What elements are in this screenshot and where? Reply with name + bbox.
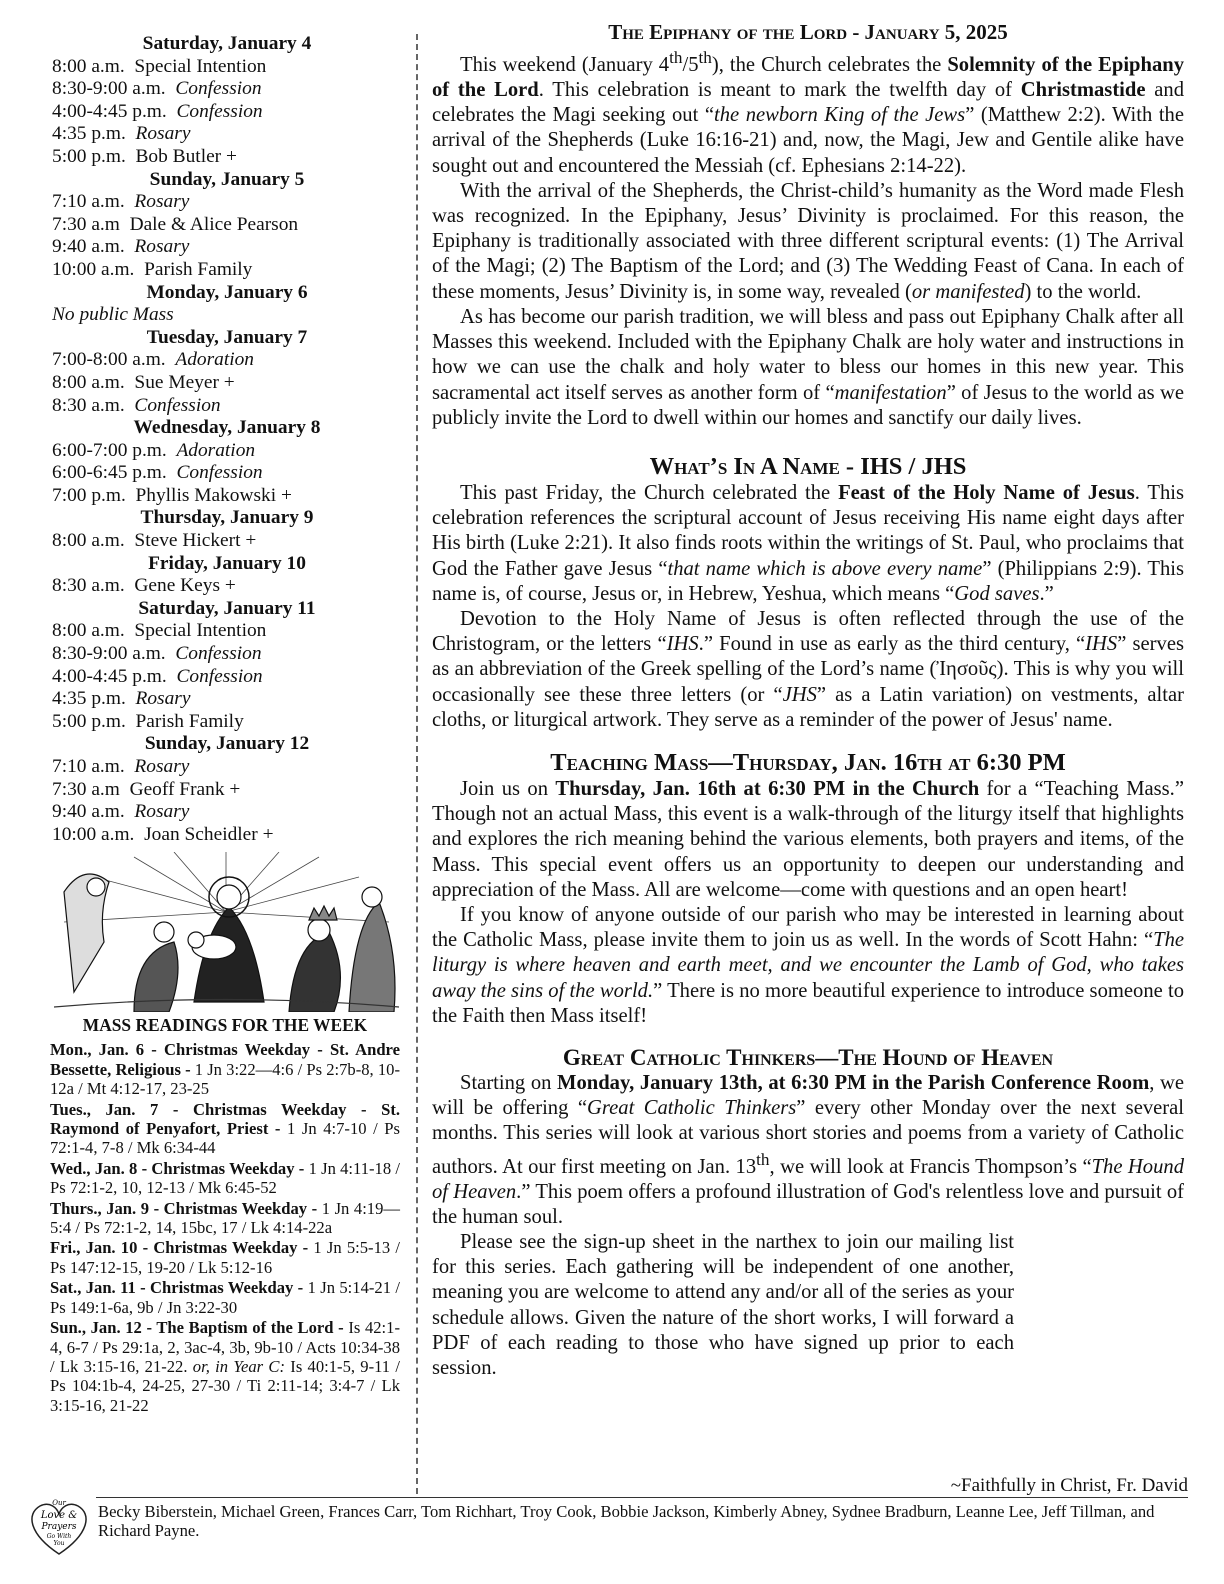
schedule-time: 8:30-9:00 a.m. [52, 643, 166, 665]
schedule-intention: Rosary [134, 756, 190, 777]
schedule-time: 8:30 a.m. [52, 394, 125, 416]
schedule-time: 7:10 a.m. [52, 756, 125, 777]
nativity-illustration [54, 852, 399, 1012]
schedule-intention: Special Intention [134, 55, 267, 77]
svg-text:Love &: Love & [40, 1510, 78, 1521]
schedule-entry [52, 304, 402, 327]
footer-rule [96, 1497, 1188, 1498]
epiphany-section [432, 20, 1184, 431]
schedule-entry [52, 711, 402, 734]
catholic-thinkers-paragraph-2: Please see the sign-up sheet in the narthex to join our mailing list for this series. Each gathering will be independent of one another, meaning you are welcome to attend any and/or all of the series as your schedule allows. Given the nature of the short works, I will forward a PDF of each reading to those who have signed up prior to each session. [432, 1231, 1014, 1380]
catholic-thinkers-section [432, 1045, 1184, 1381]
schedule-intention: Steve Hickert + [134, 530, 257, 552]
schedule-intention: Geoff Frank + [129, 778, 241, 800]
schedule-time: 4:00-4:45 p.m. [52, 665, 167, 687]
epiphany-paragraph-1: This weekend (January 4th/5th), the Church celebrates the Solemnity of the Epiphany of the Lord. This celebration is meant to mark the twelfth day of Christmastide and celebrates the Magi seeking out “the newborn King of the Jews” (Matthew 2:2). With the arrival of the Shepherds (Luke 16:16-21) and, now, the Magi, Jew and Gentile alike have sought out and encountered the Messiah (cf. Ephesians 2:14-22). [432, 48, 1184, 177]
schedule-entry [52, 688, 402, 711]
reading-entry [50, 1278, 400, 1317]
reading-references: Is 42:1-4, 6-7 / Ps 29:1a, 2, 3ac-4, 3b, 9b-10 / Acts 10:34-38 / Lk 3:15-16, 21-22. [50, 1318, 400, 1376]
teaching-mass-paragraph-1: Join us on Thursday, Jan. 16th at 6:30 PM in the Church for a “Teaching Mass.” Though not an actual Mass, this event is a walk-through of the liturgy itself that highlights and explores the rich meaning behind the various elements, both prayers and items, of the Mass. This special event offers us an opportunity to deepen our understanding and appreciation of the Mass. All are welcome—come with questions and an open heart! [432, 777, 1184, 901]
schedule-time: 4:00-4:45 p.m. [52, 100, 167, 122]
epiphany-paragraph-3: As has become our parish tradition, we will bless and pass out Epiphany Chalk after all Masses this weekend. Included with the Epiphany Chalk are holy water and instructions in how we can use the chalk and holy water to bless our homes in this new year. This sacramental act itself serves as another form of “manifestation” of Jesus to the world as we publicly invite the Lord to dwell within our homes and sanctify our daily lives. [432, 305, 1184, 429]
schedule-time: 8:00 a.m. [52, 620, 125, 642]
schedule-time: 7:00-8:00 a.m. [52, 349, 166, 371]
reading-entry [50, 1238, 400, 1277]
schedule-time: 9:40 a.m. [52, 236, 125, 258]
schedule-entry [52, 214, 402, 237]
schedule-time: 4:35 p.m. [52, 123, 126, 145]
mass-readings [50, 1016, 400, 1416]
schedule-entry [52, 123, 402, 146]
reading-references: 1 Jn 3:22—4:6 / Ps 2:7b-8, 10-12a / Mt 4:12-17, 23-25 [50, 1059, 400, 1099]
schedule-entry [52, 462, 402, 485]
schedule-time: 10:00 a.m. [52, 823, 135, 845]
schedule-day-heading: Friday, January 10 [148, 552, 306, 574]
schedule-time: 7:00 p.m. [52, 484, 126, 506]
schedule-day-heading: Sunday, January 12 [144, 733, 310, 755]
schedule-intention: Dale & Alice Pearson [129, 213, 299, 235]
prayer-heart-logo [24, 1496, 94, 1558]
readings-list [50, 1040, 400, 1415]
schedule-entry [52, 372, 402, 395]
reading-day: Fri., Jan. 10 - Christmas Weekday - [50, 1238, 309, 1258]
schedule-intention: Adoration [175, 349, 254, 371]
reading-day: Wed., Jan. 8 - Christmas Weekday - [50, 1158, 305, 1178]
schedule-entry [52, 349, 402, 372]
schedule-time: 5:00 p.m. [52, 145, 126, 167]
teaching-mass-title: Teaching Mass—Thursday, Jan. 16th at 6:30 PM [550, 748, 1066, 776]
readings-title: MASS READINGS FOR THE WEEK [82, 1015, 368, 1035]
schedule-entry [52, 824, 402, 847]
schedule-entry [52, 801, 402, 824]
mass-schedule [52, 33, 402, 846]
reading-day: Sat., Jan. 11 - Christmas Weekday - [50, 1278, 304, 1298]
schedule-entry [52, 620, 402, 643]
schedule-entry [52, 643, 402, 666]
schedule-entry [52, 56, 402, 79]
schedule-entry [52, 191, 402, 214]
schedule-entry [52, 259, 402, 282]
schedule-intention: Confession [175, 78, 262, 100]
schedule-entry [52, 236, 402, 259]
schedule-intention: Confession [176, 462, 263, 484]
schedule-day-heading: Monday, January 6 [146, 281, 308, 303]
schedule-day-heading: Saturday, January 4 [142, 33, 312, 54]
schedule-time: 4:35 p.m. [52, 688, 126, 710]
schedule-intention: Rosary [134, 236, 190, 258]
reading-entry [50, 1100, 400, 1158]
schedule-intention: Sue Meyer + [134, 371, 235, 393]
holy-name-paragraph-1: This past Friday, the Church celebrated the Feast of the Holy Name of Jesus. This celebration references the scriptural account of Jesus receiving His name eight days after His birth (Luke 2:21). It also finds roots within the writings of St. Paul, who proclaims that God the Father gave Jesus “that name which is above every name” (Philippians 2:9). This name is, of course, Jesus or, in Hebrew, Yeshua, which means “God saves.” [432, 481, 1184, 605]
svg-text:Go With: Go With [46, 1533, 72, 1540]
reading-day: Thurs., Jan. 9 - Christmas Weekday - [50, 1198, 318, 1218]
schedule-entry [52, 101, 402, 124]
schedule-time: 6:00-7:00 p.m. [52, 439, 167, 461]
schedule-intention: Rosary [134, 191, 190, 213]
schedule-entry [52, 440, 402, 463]
schedule-entry [52, 779, 402, 802]
schedule-entry [52, 485, 402, 508]
schedule-time: 8:30 a.m. [52, 575, 125, 597]
schedule-day-heading: Wednesday, January 8 [133, 417, 321, 439]
schedule-time: 7:10 a.m. [52, 191, 125, 213]
epiphany-paragraph-2: With the arrival of the Shepherds, the Christ-child’s humanity as the Word made Flesh was recognized. In the Epiphany, Jesus’ Divinity is proclaimed. For this reason, the Epiphany is traditionally associated with three different scriptural events: (1) The Arrival of the Magi; (2) The Baptism of the Lord; and (3) The Wedding Feast of Cana. In each of these moments, Jesus’ Divinity is, in some way, revealed (or manifested) to the world. [432, 179, 1184, 303]
schedule-day-heading: Saturday, January 11 [138, 597, 316, 619]
reading-alt-label: or, in Year C: [192, 1356, 286, 1376]
schedule-intention: Special Intention [134, 620, 267, 642]
schedule-intention: Confession [176, 665, 263, 687]
epiphany-title: The Epiphany of the Lord - January 5, 2025 [608, 20, 1008, 44]
schedule-intention: Confession [134, 394, 221, 416]
schedule-entry [52, 146, 402, 169]
reading-references: 1 Jn 5:14-21 / Ps 149:1-6a, 9b / Jn 3:22-30 [50, 1278, 400, 1317]
schedule-time: 5:00 p.m. [52, 710, 126, 732]
holy-name-section [432, 453, 1184, 733]
schedule-time: 6:00-6:45 p.m. [52, 462, 167, 484]
svg-text:Our: Our [52, 1499, 66, 1507]
schedule-time: 7:30 a.m [52, 778, 120, 800]
schedule-time: 7:30 a.m [52, 213, 120, 235]
schedule-entry [52, 78, 402, 101]
reading-day: Mon., Jan. 6 - Christmas Weekday - St. Andre Bessette, Religious - [50, 1040, 400, 1079]
reading-day: Tues., Jan. 7 - Christmas Weekday - St. Raymond of Penyafort, Priest - [50, 1099, 400, 1139]
catholic-thinkers-paragraph-1: Starting on Monday, January 13th, at 6:30 PM in the Parish Conference Room, we will be offering “Great Catholic Thinkers” every other Monday over the next several months. This series will look at various short stories and poems from a variety of Catholic authors. At our first meeting on Jan. 13th, we will look at Francis Thompson’s “The Hound of Heaven.” This poem offers a profound illustration of God's relentless love and pursuit of the human soul. [432, 1071, 1184, 1228]
schedule-entry [52, 756, 402, 779]
schedule-intention: No public Mass [52, 304, 174, 326]
reading-entry [50, 1318, 400, 1415]
teaching-mass-paragraph-2: If you know of anyone outside of our parish who may be interested in learning about the Catholic Mass, please invite them to join us as well. In the words of Scott Hahn: “The liturgy is where heaven and earth meet, and we encounter the Lamb of God, who takes away the sins of the world.” There is no more beautiful experience to introduce someone to the Faith then Mass itself! [432, 903, 1184, 1027]
schedule-entry [52, 530, 402, 553]
reading-entry [50, 1159, 400, 1198]
reading-references: 1 Jn 4:11-18 / Ps 72:1-2, 10, 12-13 / Mk 6:45-52 [50, 1158, 400, 1198]
reading-references: 1 Jn 4:19—5:4 / Ps 72:1-2, 14, 15bc, 17 / Lk 4:14-22a [50, 1198, 400, 1238]
schedule-intention: Confession [176, 100, 263, 122]
schedule-day-heading: Sunday, January 5 [149, 168, 305, 190]
schedule-entry [52, 575, 402, 598]
signoff: ~Faithfully in Christ, Fr. David [950, 1475, 1188, 1496]
reading-entry [50, 1040, 400, 1098]
schedule-day-heading: Tuesday, January 7 [146, 326, 308, 348]
reading-alt-references: Is 40:1-5, 9-11 / Ps 104:1b-4, 24-25, 27-30 / Ti 2:11-14; 3:4-7 / Lk 3:15-16, 21-22 [50, 1356, 400, 1415]
reading-references: 1 Jn 5:5-13 / Ps 147:12-15, 19-20 / Lk 5:12-16 [50, 1238, 400, 1277]
schedule-intention: Confession [175, 643, 262, 665]
svg-text:You: You [53, 1540, 65, 1547]
holy-name-title: What’s In A Name - IHS / JHS [649, 452, 967, 480]
schedule-intention: Rosary [135, 123, 191, 145]
column-divider [416, 34, 418, 1494]
schedule-entry [52, 395, 402, 418]
reading-references: 1 Jn 4:7-10 / Ps 72:1-4, 7-8 / Mk 6:34-44 [50, 1119, 400, 1158]
prayer-list-names: Becky Biberstein, Michael Green, Frances Carr, Tom Richhart, Troy Cook, Bobbie Jackson, Kimberly Abney, Sydnee Bradburn, Leanne Lee, Jeff Tillman, and Richard Payne. [98, 1502, 1155, 1540]
schedule-time: 8:30-9:00 a.m. [52, 78, 166, 100]
schedule-time: 8:00 a.m. [52, 530, 125, 552]
schedule-time: 8:00 a.m. [52, 55, 125, 77]
schedule-list [52, 33, 402, 846]
schedule-intention: Parish Family [135, 710, 244, 732]
schedule-intention: Parish Family [144, 258, 253, 280]
schedule-entry [52, 666, 402, 689]
reading-entry [50, 1199, 400, 1238]
schedule-intention: Gene Keys + [134, 575, 236, 597]
schedule-intention: Bob Butler + [135, 145, 237, 167]
schedule-intention: Adoration [176, 439, 256, 461]
articles-column [432, 20, 1184, 1381]
svg-text:Prayers: Prayers [41, 1522, 77, 1532]
catholic-thinkers-title: Great Catholic Thinkers—The Hound of Heaven [562, 1044, 1054, 1070]
schedule-intention: Rosary [135, 688, 191, 710]
schedule-day-heading: Thursday, January 9 [140, 507, 314, 529]
schedule-time: 10:00 a.m. [52, 258, 135, 280]
schedule-time: 9:40 a.m. [52, 801, 125, 823]
schedule-time: 8:00 a.m. [52, 371, 125, 393]
teaching-mass-section [432, 749, 1184, 1029]
reading-day: Sun., Jan. 12 - The Baptism of the Lord - [50, 1318, 344, 1338]
schedule-intention: Phyllis Makowski + [135, 484, 292, 506]
holy-name-paragraph-2: Devotion to the Holy Name of Jesus is often reflected through the use of the Christogram, or the letters “IHS.” Found in use as early as the third century, “IHS” serves as an abbreviation of the Greek spelling of the Lord’s name (Ἰησοῦς). This is why you will occasionally see these three letters (or “JHS” as a Latin variation) on vestments, altar cloths, or liturgical artwork. They serve as a reminder of the power of Jesus' name. [432, 607, 1184, 731]
schedule-intention: Rosary [134, 801, 190, 823]
schedule-intention: Joan Scheidler + [144, 823, 274, 845]
